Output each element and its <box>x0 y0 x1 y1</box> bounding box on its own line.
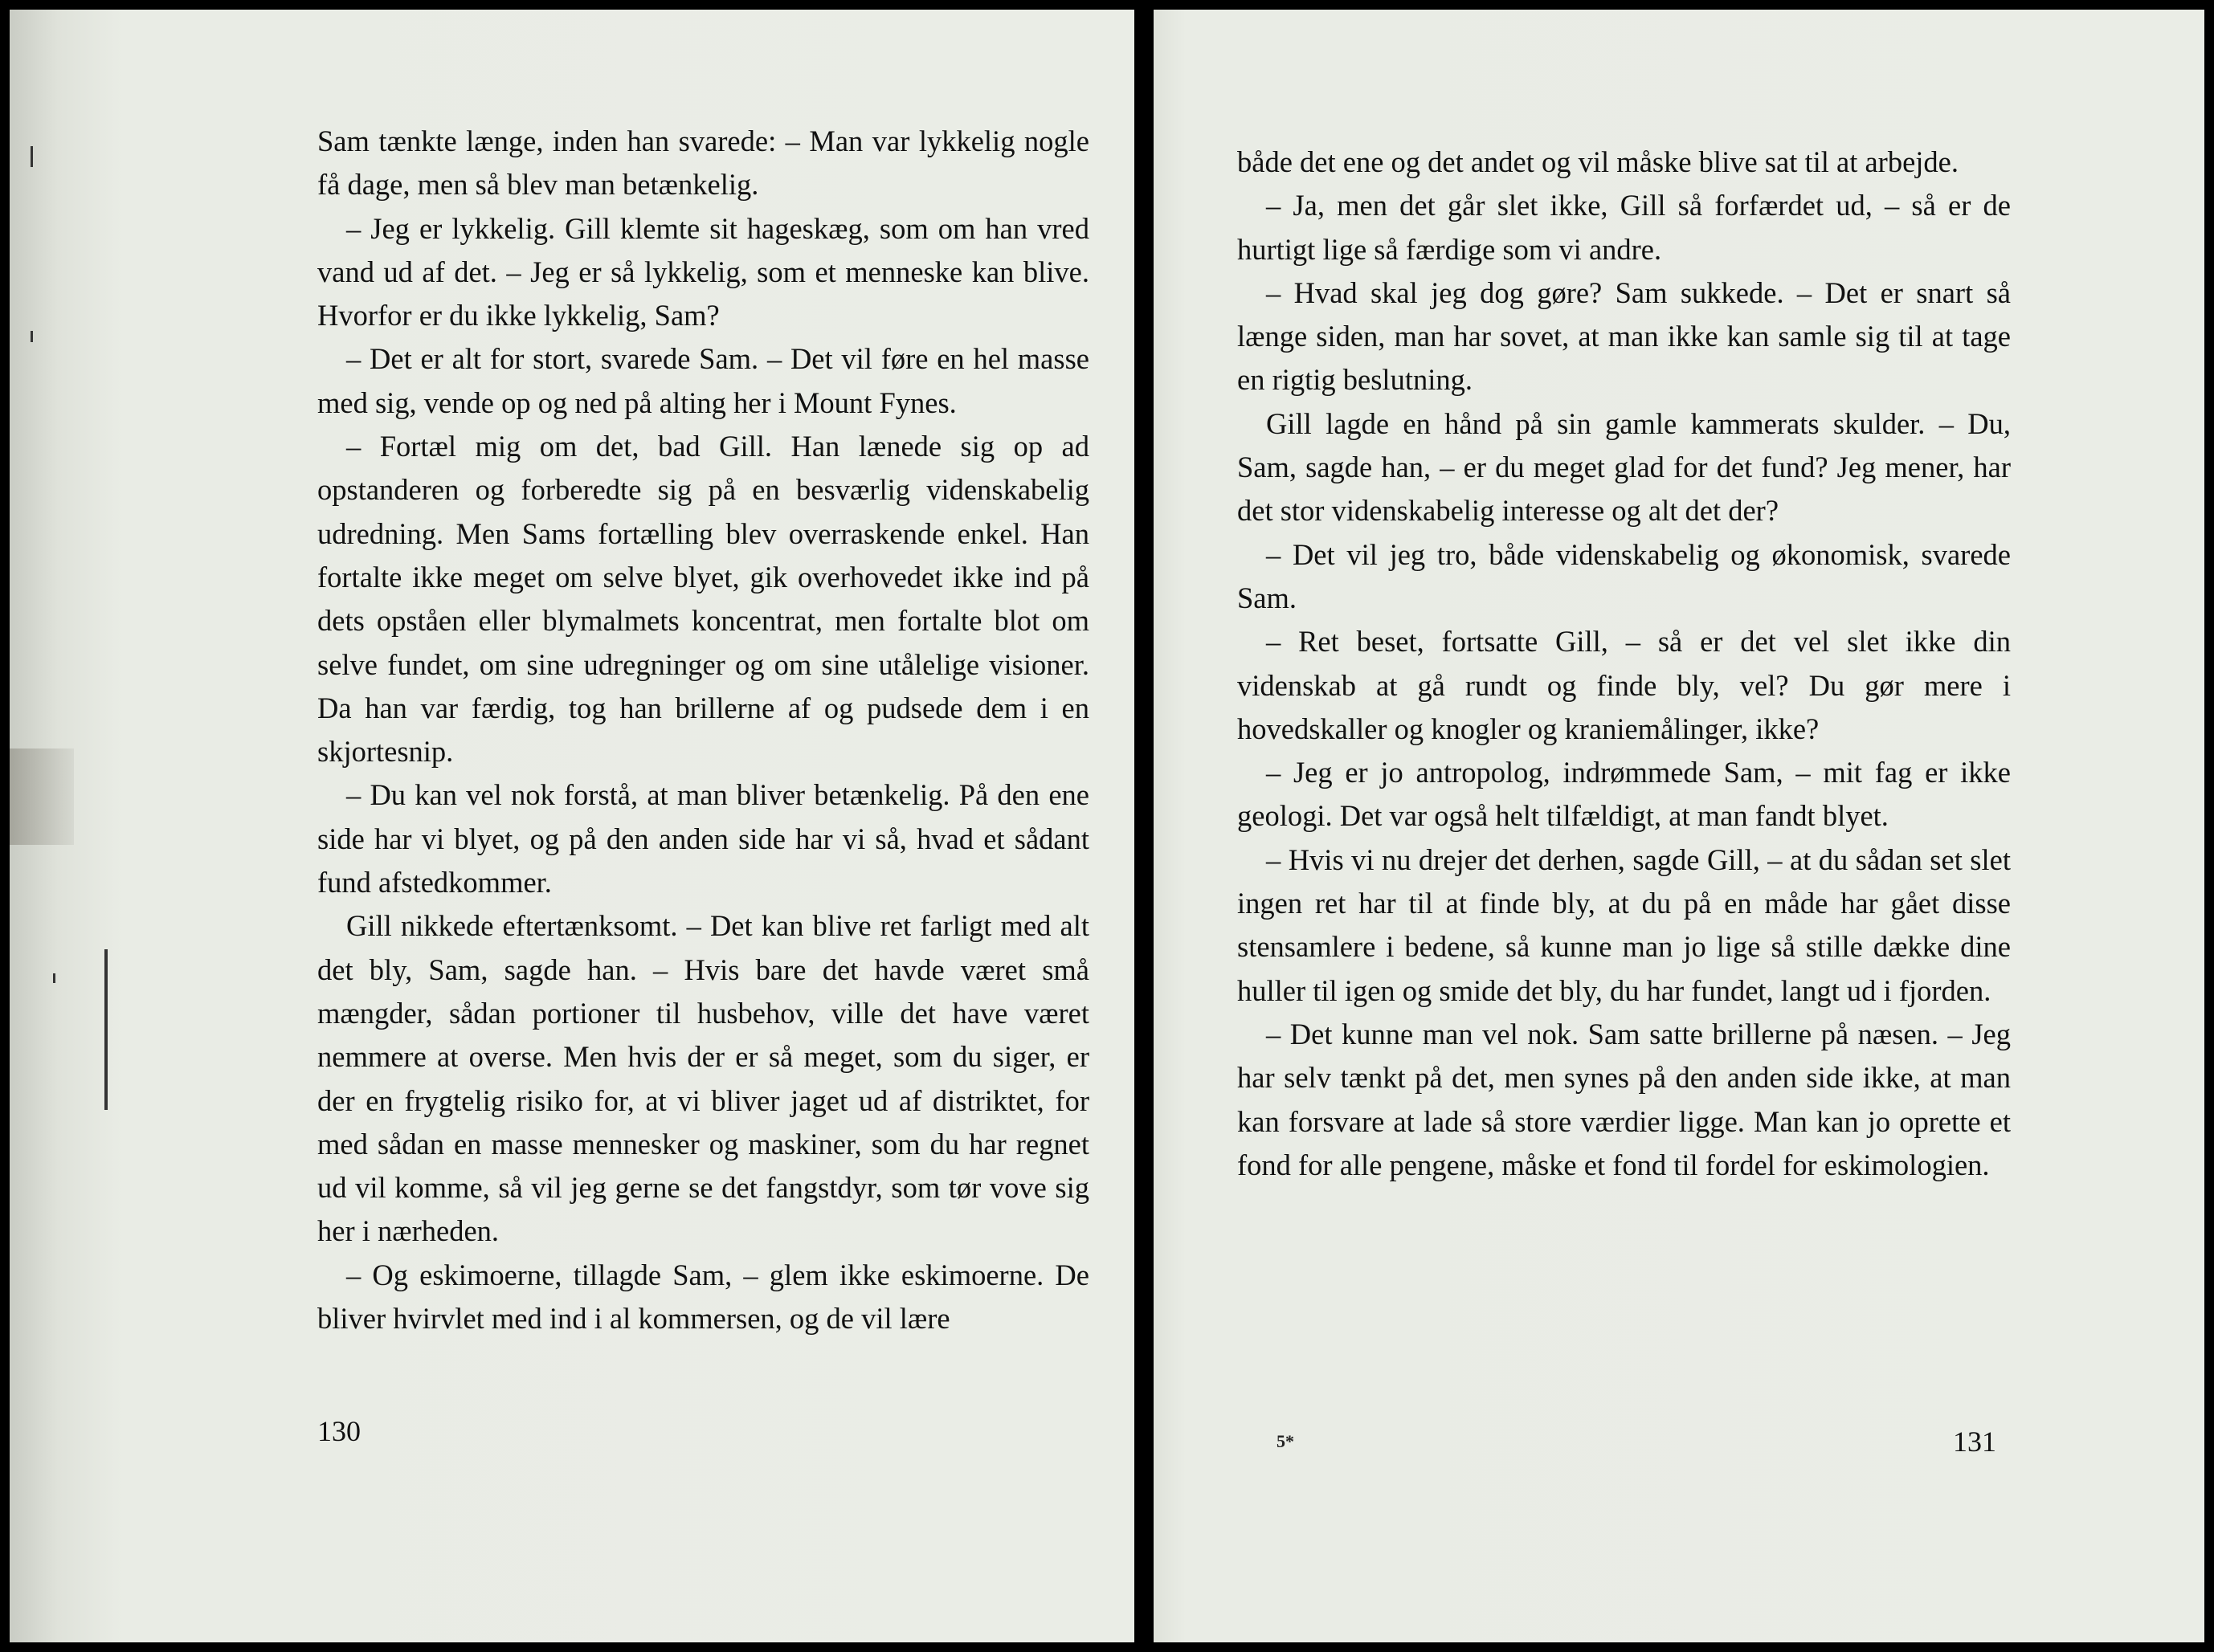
left-page <box>10 10 1134 1642</box>
paragraph: Gill lagde en hånd på sin gamle kammerats skulder. – Du, Sam, sagde han, – er du meget glad for det fund? Jeg mener, har det stor videnskabelig interesse og alt det der? <box>1237 406 2011 528</box>
paragraph: – Hvis vi nu drejer det derhen, sagde Gill, – at du sådan set slet ingen ret har til at finde bly, at du på en måde har gået disse stensamlere i bedene, så kunne man jo lige så stille dække dine huller til igen og smide det bly, du har fundet, langt ud i fjorden. <box>1237 842 2011 1007</box>
paragraph: – Og eskimoerne, tillagde Sam, – glem ikke eskimoerne. De bliver hvirvlet med ind i al kommersen, og de vil lære <box>317 1258 1089 1336</box>
binding-edge-mark <box>104 949 108 1110</box>
paragraph: – Du kan vel nok forstå, at man bliver betænkelig. På den ene side har vi blyet, og på den anden side har vi så, hvad et sådant fund afstedkommer. <box>317 778 1089 899</box>
right-page-text <box>1237 141 2011 1187</box>
paragraph: både det ene og det andet og vil måske blive sat til at arbejde. <box>1237 145 1959 178</box>
edge-mark <box>53 973 55 983</box>
right-page <box>1154 10 2204 1642</box>
edge-mark <box>31 146 33 167</box>
paragraph: Gill nikkede eftertænksomt. – Det kan blive ret farligt med alt det bly, Sam, sagde han. – Hvis bare det havde været små mængder, sådan portioner til husbehov, ville det have været nemmere at overse. Men hvis der er så meget, som du siger, er der en frygtelig risiko for, at vi bliver jaget ud af distriktet, for med sådan en masse mennesker og maskiner, som du har regnet ud vil komme, så vil jeg gerne se det fangstdyr, som tør vove sig her i nærheden. <box>317 909 1089 1248</box>
paragraph: – Hvad skal jeg dog gøre? Sam sukkede. – Det er snart så længe siden, man har sovet, at man ikke kan samle sig til at tage en rigtig beslutning. <box>1237 275 2011 397</box>
paragraph: – Fortæl mig om det, bad Gill. Han lænede sig op ad opstanderen og forberedte sig på en besværlig videnskabelig udredning. Men Sams fortælling blev overraskende enkel. Han fortalte ikke meget om selve blyet, gik overhovedet ikke ind på dets opståen eller blymalmets koncentrat, men fortalte blot om selve fundet, om sine udregninger og om sine utålelige visioner. Da han var færdig, tog han brillerne af og pudsede dem i en skjortesnip. <box>317 430 1089 769</box>
paragraph: – Det er alt for stort, svarede Sam. – Det vil føre en hel masse med sig, vende op og ned på alting her i Mount Fynes. <box>317 342 1089 419</box>
left-page-text <box>317 120 1089 1340</box>
paragraph: Sam tænkte længe, inden han svarede: – Man var lykkelig nogle få dage, men så blev man betænkelig. <box>317 124 1089 202</box>
page-number: 131 <box>1953 1426 1996 1458</box>
paragraph: – Det kunne man vel nok. Sam satte brillerne på næsen. – Jeg har selv tænkt på det, men synes på den anden side ikke, at man kan forsvare at lade så store værdier ligge. Man kan jo oprette et fond for alle pengene, måske et fond til fordel for eskimologien. <box>1237 1017 2011 1181</box>
page-number: 130 <box>317 1415 361 1447</box>
edge-mark <box>31 331 33 342</box>
paragraph: – Ret beset, fortsatte Gill, – så er det vel slet ikke din videnskab at gå rundt og finde bly, vel? Du gør mere i hovedskaller og knogler og kraniemålinger, ikke? <box>1237 625 2011 745</box>
paragraph: – Jeg er lykkelig. Gill klemte sit hageskæg, som om han vred vand ud af det. – Jeg er så lykkelig, som et menneske kan blive. Hvorfor er du ikke lykkelig, Sam? <box>317 211 1089 332</box>
paragraph: – Ja, men det går slet ikke, Gill så forfærdet ud, – så er de hurtigt lige så færdige som vi andre. <box>1237 189 2011 266</box>
paragraph: – Det vil jeg tro, både videnskabelig og økonomisk, svarede Sam. <box>1237 537 2011 614</box>
page-edge-shadow <box>10 748 74 845</box>
signature-mark: 5* <box>1277 1431 1294 1451</box>
paragraph: – Jeg er jo antropolog, indrømmede Sam, – mit fag er ikke geologi. Det var også helt tilfældigt, at man fandt blyet. <box>1237 756 2011 833</box>
